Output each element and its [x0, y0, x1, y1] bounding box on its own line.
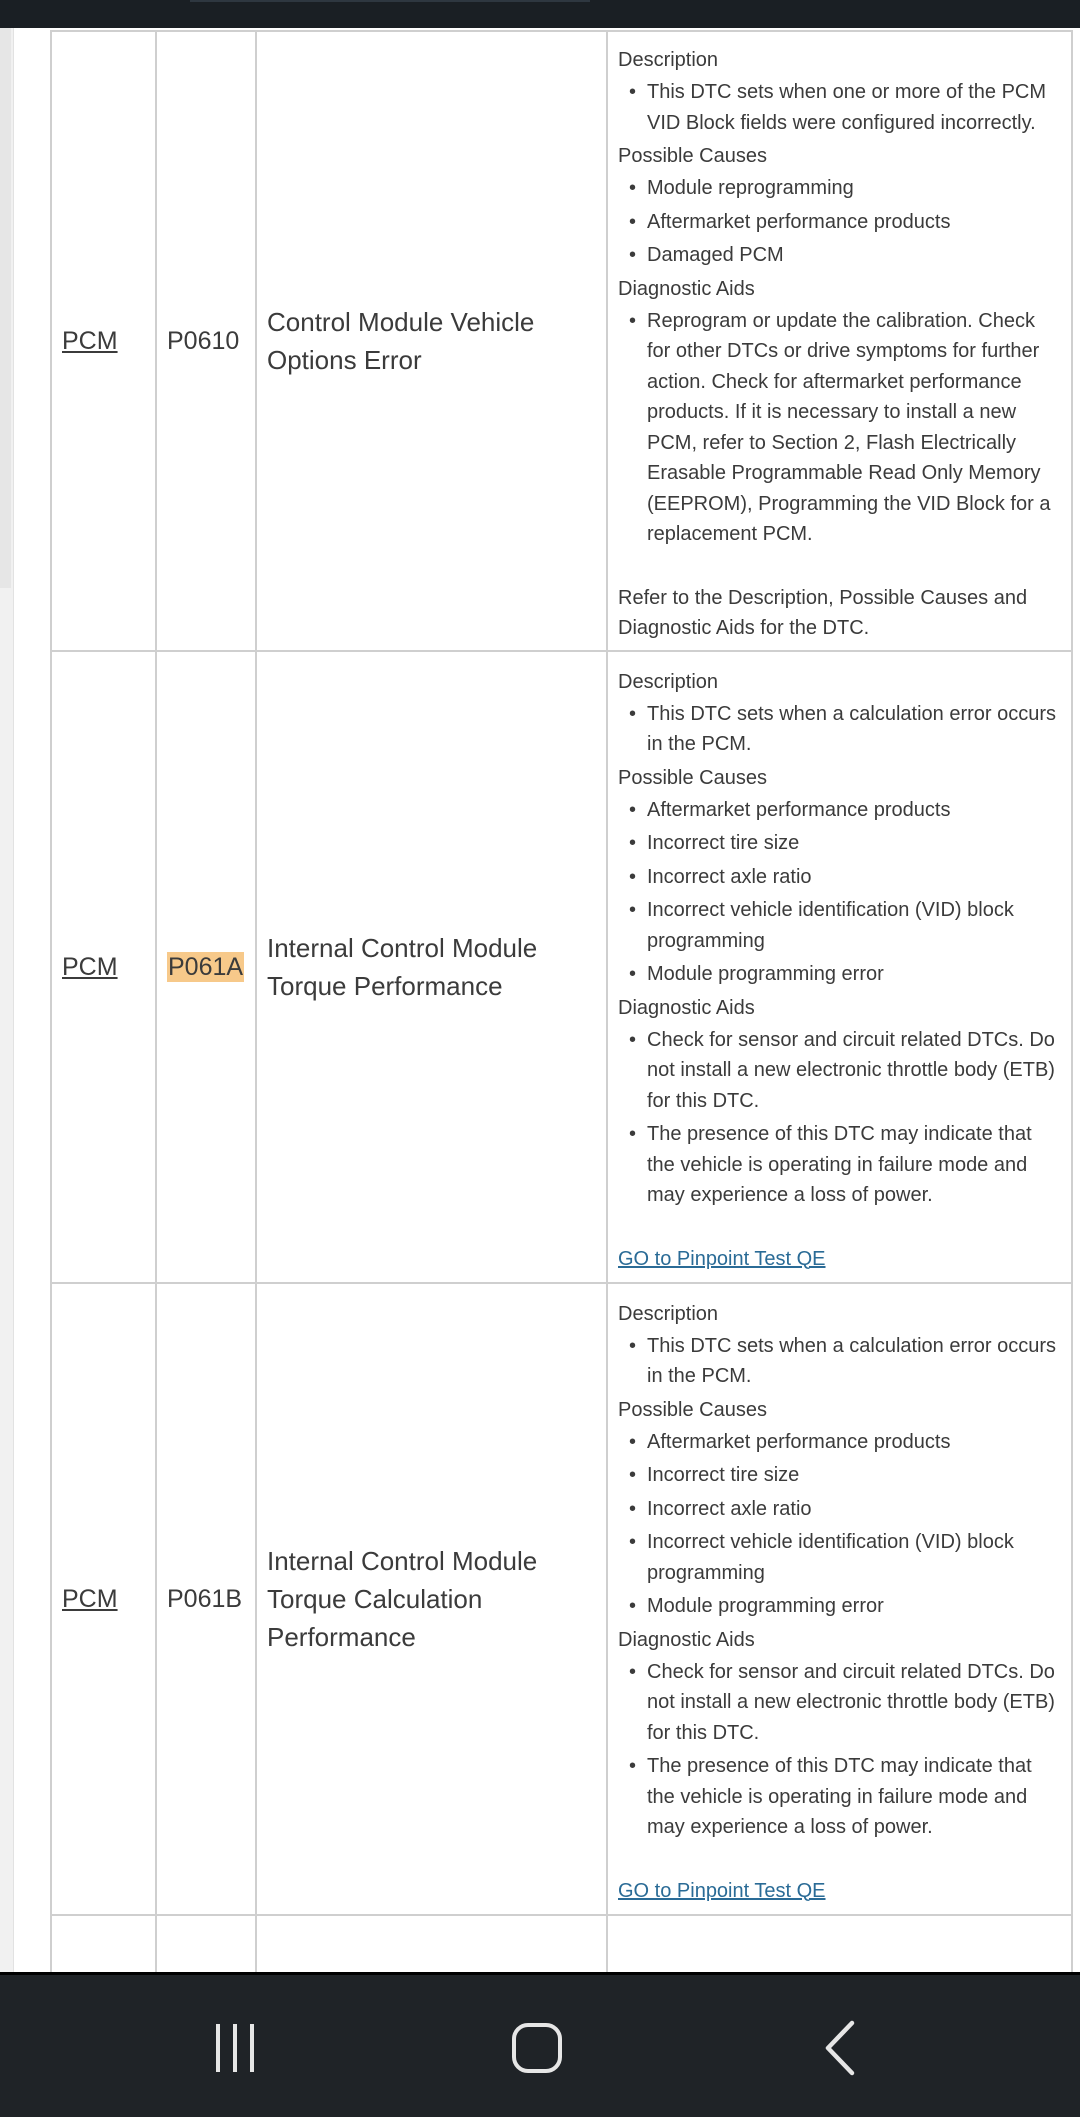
aids-list [618, 1657, 1061, 1843]
module-cell [51, 1283, 156, 1915]
aids-heading: Diagnostic Aids [618, 996, 755, 1019]
list-item: • Check for sensor and circuit related DTCs. Do not install a new electronic throttle body (ETB) for this DTC. [618, 1657, 1061, 1749]
description-list [618, 77, 1061, 138]
aids-heading: Diagnostic Aids [618, 277, 755, 300]
home-button[interactable] [467, 1975, 607, 2120]
back-icon [822, 2020, 858, 2076]
list-item: • Aftermarket performance products [618, 795, 1061, 826]
list-item: • The presence of this DTC may indicate that the vehicle is operating in failure mode and may experience a loss of power. [618, 1119, 1061, 1211]
list-item: • This DTC sets when a calculation error occurs in the PCM. [618, 1331, 1061, 1392]
module-cell [51, 31, 156, 651]
recent-apps-button[interactable] [165, 1975, 305, 2120]
aids-list [618, 306, 1061, 550]
module-link[interactable]: PCM [62, 326, 118, 355]
description-heading: Description [618, 670, 719, 693]
aids-list [618, 1025, 1061, 1211]
description-cell [256, 651, 607, 1283]
table-row [51, 31, 1072, 651]
causes-heading: Possible Causes [618, 766, 767, 789]
causes-list [618, 795, 1061, 990]
module-link[interactable]: PCM [62, 1584, 118, 1613]
list-item: • Incorrect tire size [618, 1460, 1061, 1491]
causes-heading: Possible Causes [618, 145, 767, 168]
detail-cell [607, 651, 1072, 1283]
list-item: • Incorrect axle ratio [618, 862, 1061, 893]
causes-heading: Possible Causes [618, 1398, 767, 1421]
description-heading: Description [618, 1302, 719, 1325]
description-cell [256, 1283, 607, 1915]
pinpoint-test-link[interactable]: GO to Pinpoint Test QE [618, 1879, 826, 1902]
list-item: • Incorrect tire size [618, 828, 1061, 859]
table-row [51, 1283, 1072, 1915]
scrollbar-thumb[interactable] [0, 28, 11, 588]
list-item: • Check for sensor and circuit related DTCs. Do not install a new electronic throttle body (ETB) for this DTC. [618, 1025, 1061, 1117]
dtc-table [50, 30, 1073, 2116]
status-bar-accent [190, 0, 590, 2]
dtc-description: Internal Control Module Torque Calculation Performance [267, 1546, 538, 1652]
module-cell [51, 651, 156, 1283]
back-button[interactable] [770, 1975, 910, 2120]
causes-list [618, 173, 1061, 271]
description-list [618, 699, 1061, 760]
table-row [51, 651, 1072, 1283]
dtc-code: P061B [167, 1584, 243, 1613]
list-item: • Damaged PCM [618, 240, 1061, 271]
home-icon [511, 2022, 563, 2074]
module-link[interactable]: PCM [62, 952, 118, 981]
dtc-code: P0610 [167, 326, 240, 355]
list-item: • Module programming error [618, 959, 1061, 990]
list-item: • The presence of this DTC may indicate that the vehicle is operating in failure mode and may experience a loss of power. [618, 1751, 1061, 1843]
dtc-description: Internal Control Module Torque Performance [267, 933, 538, 1001]
aids-heading: Diagnostic Aids [618, 1628, 755, 1651]
list-item: • Incorrect axle ratio [618, 1494, 1061, 1525]
dtc-description: Control Module Vehicle Options Error [267, 307, 535, 375]
page-gutter [0, 28, 14, 1972]
causes-list [618, 1427, 1061, 1622]
refer-note: Refer to the Description, Possible Causes and Diagnostic Aids for the DTC. [618, 586, 1028, 639]
list-item: • This DTC sets when a calculation error occurs in the PCM. [618, 699, 1061, 760]
detail-cell [607, 31, 1072, 651]
code-cell [156, 31, 256, 651]
web-content[interactable] [0, 28, 1080, 1972]
status-bar [0, 0, 1080, 28]
list-item: • Aftermarket performance products [618, 1427, 1061, 1458]
description-list [618, 1331, 1061, 1392]
recent-apps-icon [210, 2022, 260, 2074]
description-heading: Description [618, 49, 719, 72]
navigation-bar [0, 1972, 1080, 2117]
list-item: • Incorrect vehicle identification (VID) block programming [618, 1527, 1061, 1588]
code-cell [156, 651, 256, 1283]
list-item: • Incorrect vehicle identification (VID) block programming [618, 895, 1061, 956]
list-item: • This DTC sets when one or more of the PCM VID Block fields were configured incorrectly. [618, 77, 1061, 138]
list-item: • Module reprogramming [618, 173, 1061, 204]
code-cell [156, 1283, 256, 1915]
list-item: • Reprogram or update the calibration. Check for other DTCs or drive symptoms for further action. Check for aftermarket performance products. If it is necessary to install a new PCM, refer to Section 2, Flash Electrically Erasable Programmable Read Only Memory (EEPROM), Programming the VID Block for a replacement PCM. [618, 306, 1061, 550]
pinpoint-test-link[interactable]: GO to Pinpoint Test QE [618, 1247, 826, 1270]
detail-cell [607, 1283, 1072, 1915]
dtc-code-highlighted: P061A [168, 952, 244, 981]
description-cell [256, 31, 607, 651]
list-item: • Aftermarket performance products [618, 207, 1061, 238]
list-item: • Module programming error [618, 1591, 1061, 1622]
